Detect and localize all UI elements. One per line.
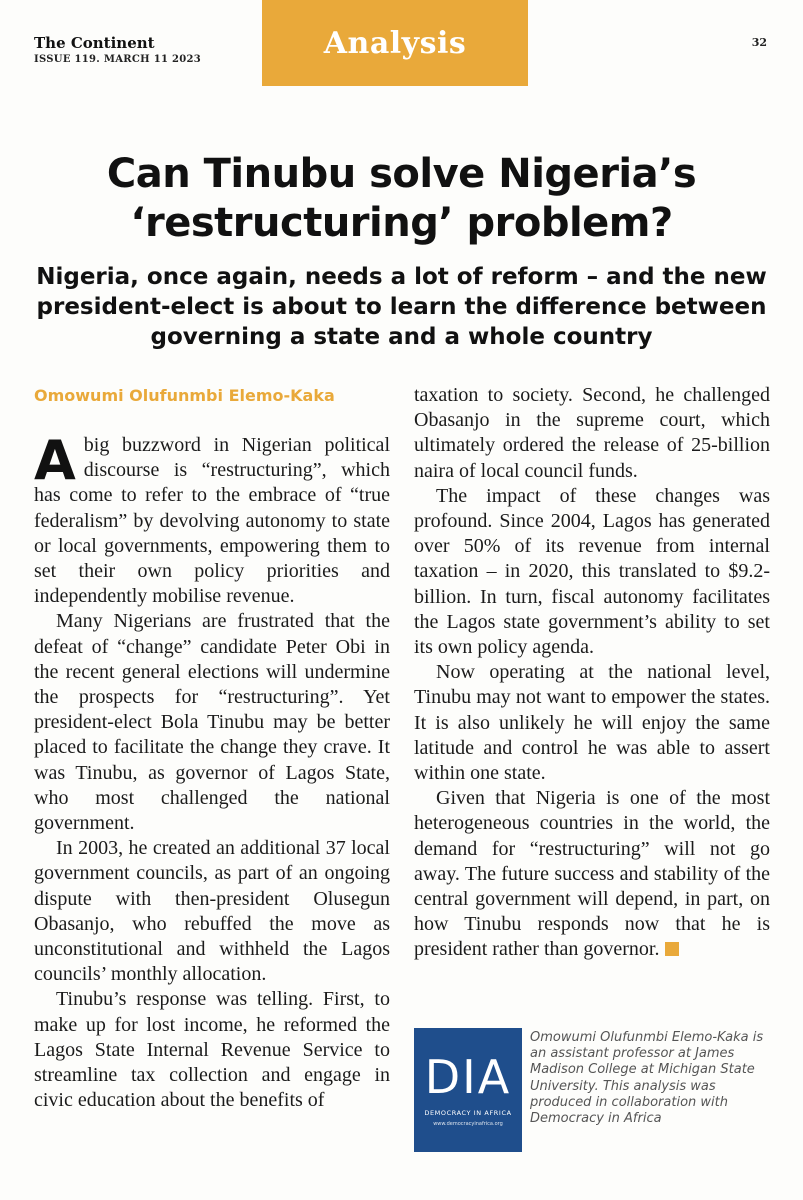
dia-logo-url: www.democracyinafrica.org bbox=[433, 1121, 503, 1127]
end-mark-icon bbox=[665, 942, 679, 956]
paragraph-4-continued: taxation to society. Second, he challenged Obasanjo in the supreme court, which ultimately ordered the release of 25-billion naira of local council funds. bbox=[414, 384, 770, 482]
paragraph-5: The impact of these changes was profound. Since 2004, Lagos has generated over 50% of its revenue from internal taxation – in 2020, this translated to $9.2-billion. In turn, fiscal autonomy facilitates the Lagos state government’s ability to set its own policy agenda. bbox=[414, 484, 770, 659]
paragraph-7-text: Given that Nigeria is one of the most heterogeneous countries in the world, the demand for “restructuring” will not go away. The future success and stability of the central government will depend, in part, on how Tinubu responds now that he is president rather than governor. bbox=[414, 787, 770, 961]
paragraph-7 bbox=[414, 786, 770, 962]
column-left bbox=[34, 383, 390, 1113]
bio-text: Omowumi Olufunmbi Elemo-Kaka is an assistant professor at James Madison College at Michigan State University. This analysis was produced in collaboration with Democracy in Africa bbox=[530, 1030, 764, 1127]
headline-line-1: Can Tinubu solve Nigeria’s bbox=[106, 151, 697, 197]
column-right bbox=[414, 383, 770, 963]
dia-logo bbox=[414, 1028, 522, 1152]
publication-name: The Continent bbox=[34, 34, 155, 52]
paragraph-4: Tinubu’s response was telling. First, to make up for lost income, he reformed the Lagos State Internal Revenue Service to streamline tax collection and engage in civic education about the benefits of bbox=[34, 988, 390, 1112]
headline bbox=[20, 150, 783, 248]
page-number: 32 bbox=[751, 36, 767, 49]
issue-date: ISSUE 119. MARCH 11 2023 bbox=[34, 54, 202, 65]
drop-cap: A bbox=[34, 429, 76, 492]
paragraph-2: Many Nigerians are frustrated that the defeat of “change” candidate Peter Obi in the recent general elections will undermine the prospects for “restructuring”. Yet president-elect Bola Tinubu may be better placed to facilitate the change they crave. It was Tinubu, as governor of Lagos State, who most challenged the national government. bbox=[34, 610, 390, 835]
standfirst: Nigeria, once again, needs a lot of reform – and the new president-elect is about to learn the difference between governing a state and a whole country bbox=[36, 264, 767, 350]
dia-logo-text: DIA bbox=[424, 1050, 512, 1104]
dia-logo-subtitle: DEMOCRACY IN AFRICA bbox=[424, 1109, 512, 1117]
author-bio bbox=[414, 1028, 770, 1152]
paragraph-1 bbox=[34, 429, 390, 609]
section-label: Analysis bbox=[323, 25, 467, 61]
paragraph-3: In 2003, he created an additional 37 local government councils, as part of an ongoing dispute with then-president Olusegun Obasanjo, who rebuffed the move as unconstitutional and withheld the Lagos councils’ monthly allocation. bbox=[34, 837, 390, 986]
section-tab bbox=[262, 0, 528, 86]
paragraph-6: Now operating at the national level, Tinubu may not want to empower the states. It is also unlikely he will enjoy the same latitude and control he was able to assert within one state. bbox=[414, 661, 770, 785]
headline-line-2: ‘restructuring’ problem? bbox=[130, 200, 673, 246]
paragraph-1-text: big buzzword in Nigerian political discourse is “restructuring”, which has come to refer to the embrace of “true federalism” by devolving autonomy to state or local governments, empowering them to set their own policy priorities and independently mobilise revenue. bbox=[34, 434, 390, 608]
byline: Omowumi Olufunmbi Elemo-Kaka bbox=[34, 386, 335, 405]
